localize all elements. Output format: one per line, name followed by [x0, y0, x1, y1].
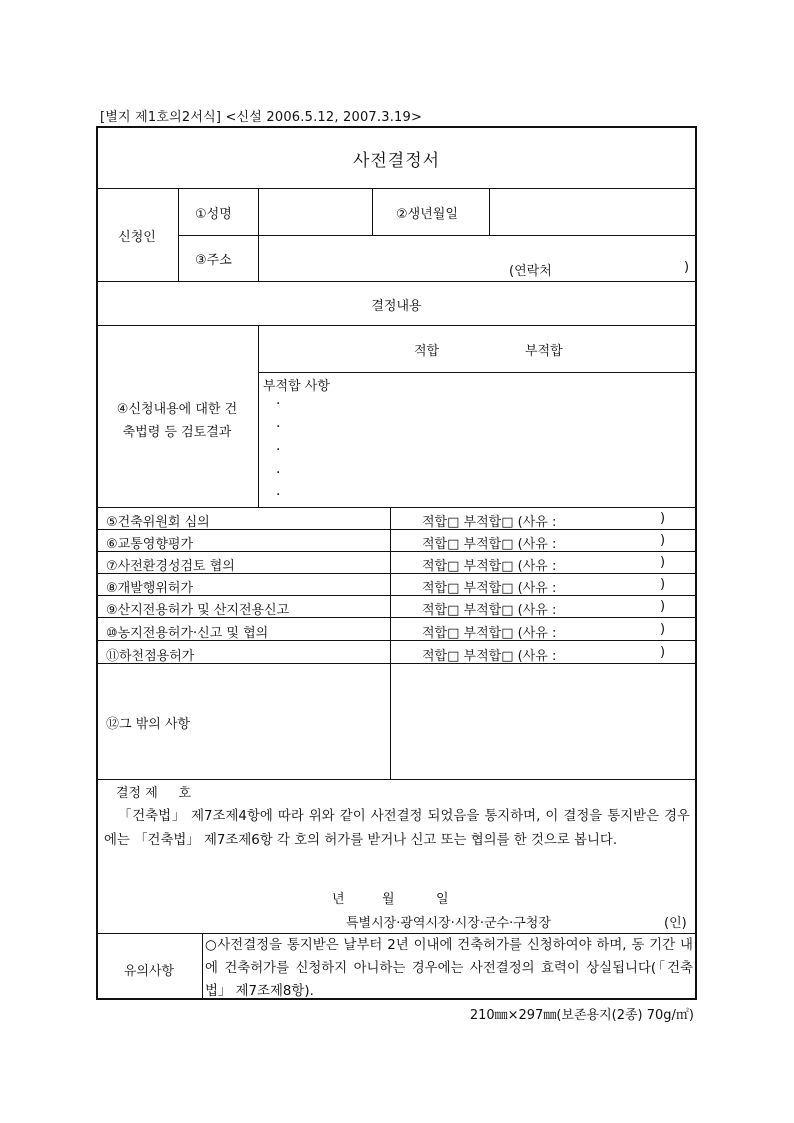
- seal-mark: (인): [664, 916, 687, 931]
- rule: [178, 188, 179, 281]
- consult-label: ⑨산지전용허가 및 산지전용신고: [106, 603, 290, 618]
- applicant-label: 신청인: [118, 230, 156, 245]
- unfit-option[interactable]: 부적합: [525, 344, 563, 359]
- rule: [96, 281, 697, 282]
- decision-header: 결정내용: [371, 299, 422, 314]
- consult-status[interactable]: 적합□ 부적합□ (사유 :: [422, 603, 557, 618]
- birth-field[interactable]: [490, 190, 695, 234]
- rule: [258, 372, 697, 373]
- other-label: ⑫그 밖의 사항: [106, 717, 191, 732]
- fit-option[interactable]: 적합: [414, 344, 440, 359]
- review-label-line1: ④신청내용에 대한 건: [116, 402, 238, 417]
- consult-label: ⑦사전환경성검토 협의: [106, 559, 235, 574]
- bullet: ·: [276, 465, 281, 481]
- name-label: ①성명: [195, 207, 232, 222]
- form-header: [별지 제1호의2서식] <신설 2006.5.12, 2007.3.19>: [100, 110, 423, 125]
- consult-label: ⑧개발행위허가: [106, 581, 194, 596]
- consult-close: ): [660, 622, 666, 637]
- date-month: 월: [382, 892, 395, 907]
- consult-status[interactable]: 적합□ 부적합□ (사유 :: [422, 537, 557, 552]
- consult-close: ): [660, 511, 666, 526]
- consult-label: ⑪하천점용허가: [106, 649, 195, 664]
- other-field[interactable]: [391, 664, 695, 778]
- consult-close: ): [660, 577, 666, 592]
- consult-status[interactable]: 적합□ 부적합□ (사유 :: [422, 649, 557, 664]
- caution-label: 유의사항: [123, 964, 175, 979]
- form-title: 사전결정서: [352, 151, 441, 171]
- paper-size: 210㎜×297㎜(보존용지(2종) 70g/㎡): [469, 1008, 694, 1023]
- bullet: ·: [276, 419, 281, 435]
- unfit-items-label: 부적합 사항: [263, 379, 330, 394]
- consult-status[interactable]: 적합□ 부적합□ (사유 :: [422, 515, 557, 530]
- bullet: ·: [276, 442, 281, 458]
- birth-label: ②생년월일: [396, 207, 458, 222]
- consult-status[interactable]: 적합□ 부적합□ (사유 :: [422, 581, 557, 596]
- consult-close: ): [660, 555, 666, 570]
- consult-status[interactable]: 적합□ 부적합□ (사유 :: [422, 559, 557, 574]
- consult-status[interactable]: 적합□ 부적합□ (사유 :: [422, 626, 557, 641]
- consult-close: ): [660, 645, 666, 660]
- caution-text: ○사전결정을 통지받은 날부터 2년 이내에 건축허가를 신청하여야 하며, 동 기간 내에 건축허가를 신청하지 아니하는 경우에는 사전결정의 효력이 상실됩니다(「건축법」 제7조제8항).: [205, 938, 693, 999]
- address-label: ③주소: [195, 253, 232, 268]
- contact-label: (연락처: [509, 264, 552, 279]
- date-day: 일: [436, 892, 449, 907]
- review-label-line2: 축법령 등 검토결과: [122, 425, 232, 440]
- bullet: ·: [276, 396, 281, 412]
- name-field[interactable]: [259, 190, 371, 234]
- consult-label: ⑩농지전용허가·신고 및 협의: [106, 626, 269, 641]
- contact-close: ): [684, 260, 690, 275]
- rule: [96, 507, 697, 508]
- consult-label: ⑥교통영향평가: [106, 537, 194, 552]
- bullet: ·: [276, 487, 281, 503]
- consult-close: ): [660, 599, 666, 614]
- rule: [258, 325, 259, 507]
- rule: [202, 933, 203, 1000]
- date-year: 년: [332, 892, 345, 907]
- issuer: 특별시장·광역시장·시장·군수·구청장: [346, 916, 551, 931]
- rule: [372, 188, 373, 235]
- rule: [96, 325, 697, 326]
- rule: [96, 779, 697, 780]
- notice-text: 「건축법」 제7조제4항에 따라 위와 같이 사전결정 되었음을 통지하며, 이 결정을 통지받은 경우에는 「건축법」 제7조제6항 각 호의 허가를 받거나 신고 또는 협의를 한 것으로 봅니다.: [104, 809, 690, 848]
- rule: [178, 235, 697, 236]
- decision-number: 결정 제 호: [116, 786, 192, 801]
- consult-close: ): [660, 533, 666, 548]
- consult-label: ⑤건축위원회 심의: [106, 515, 210, 530]
- address-field[interactable]: [259, 237, 695, 280]
- rule: [96, 188, 697, 189]
